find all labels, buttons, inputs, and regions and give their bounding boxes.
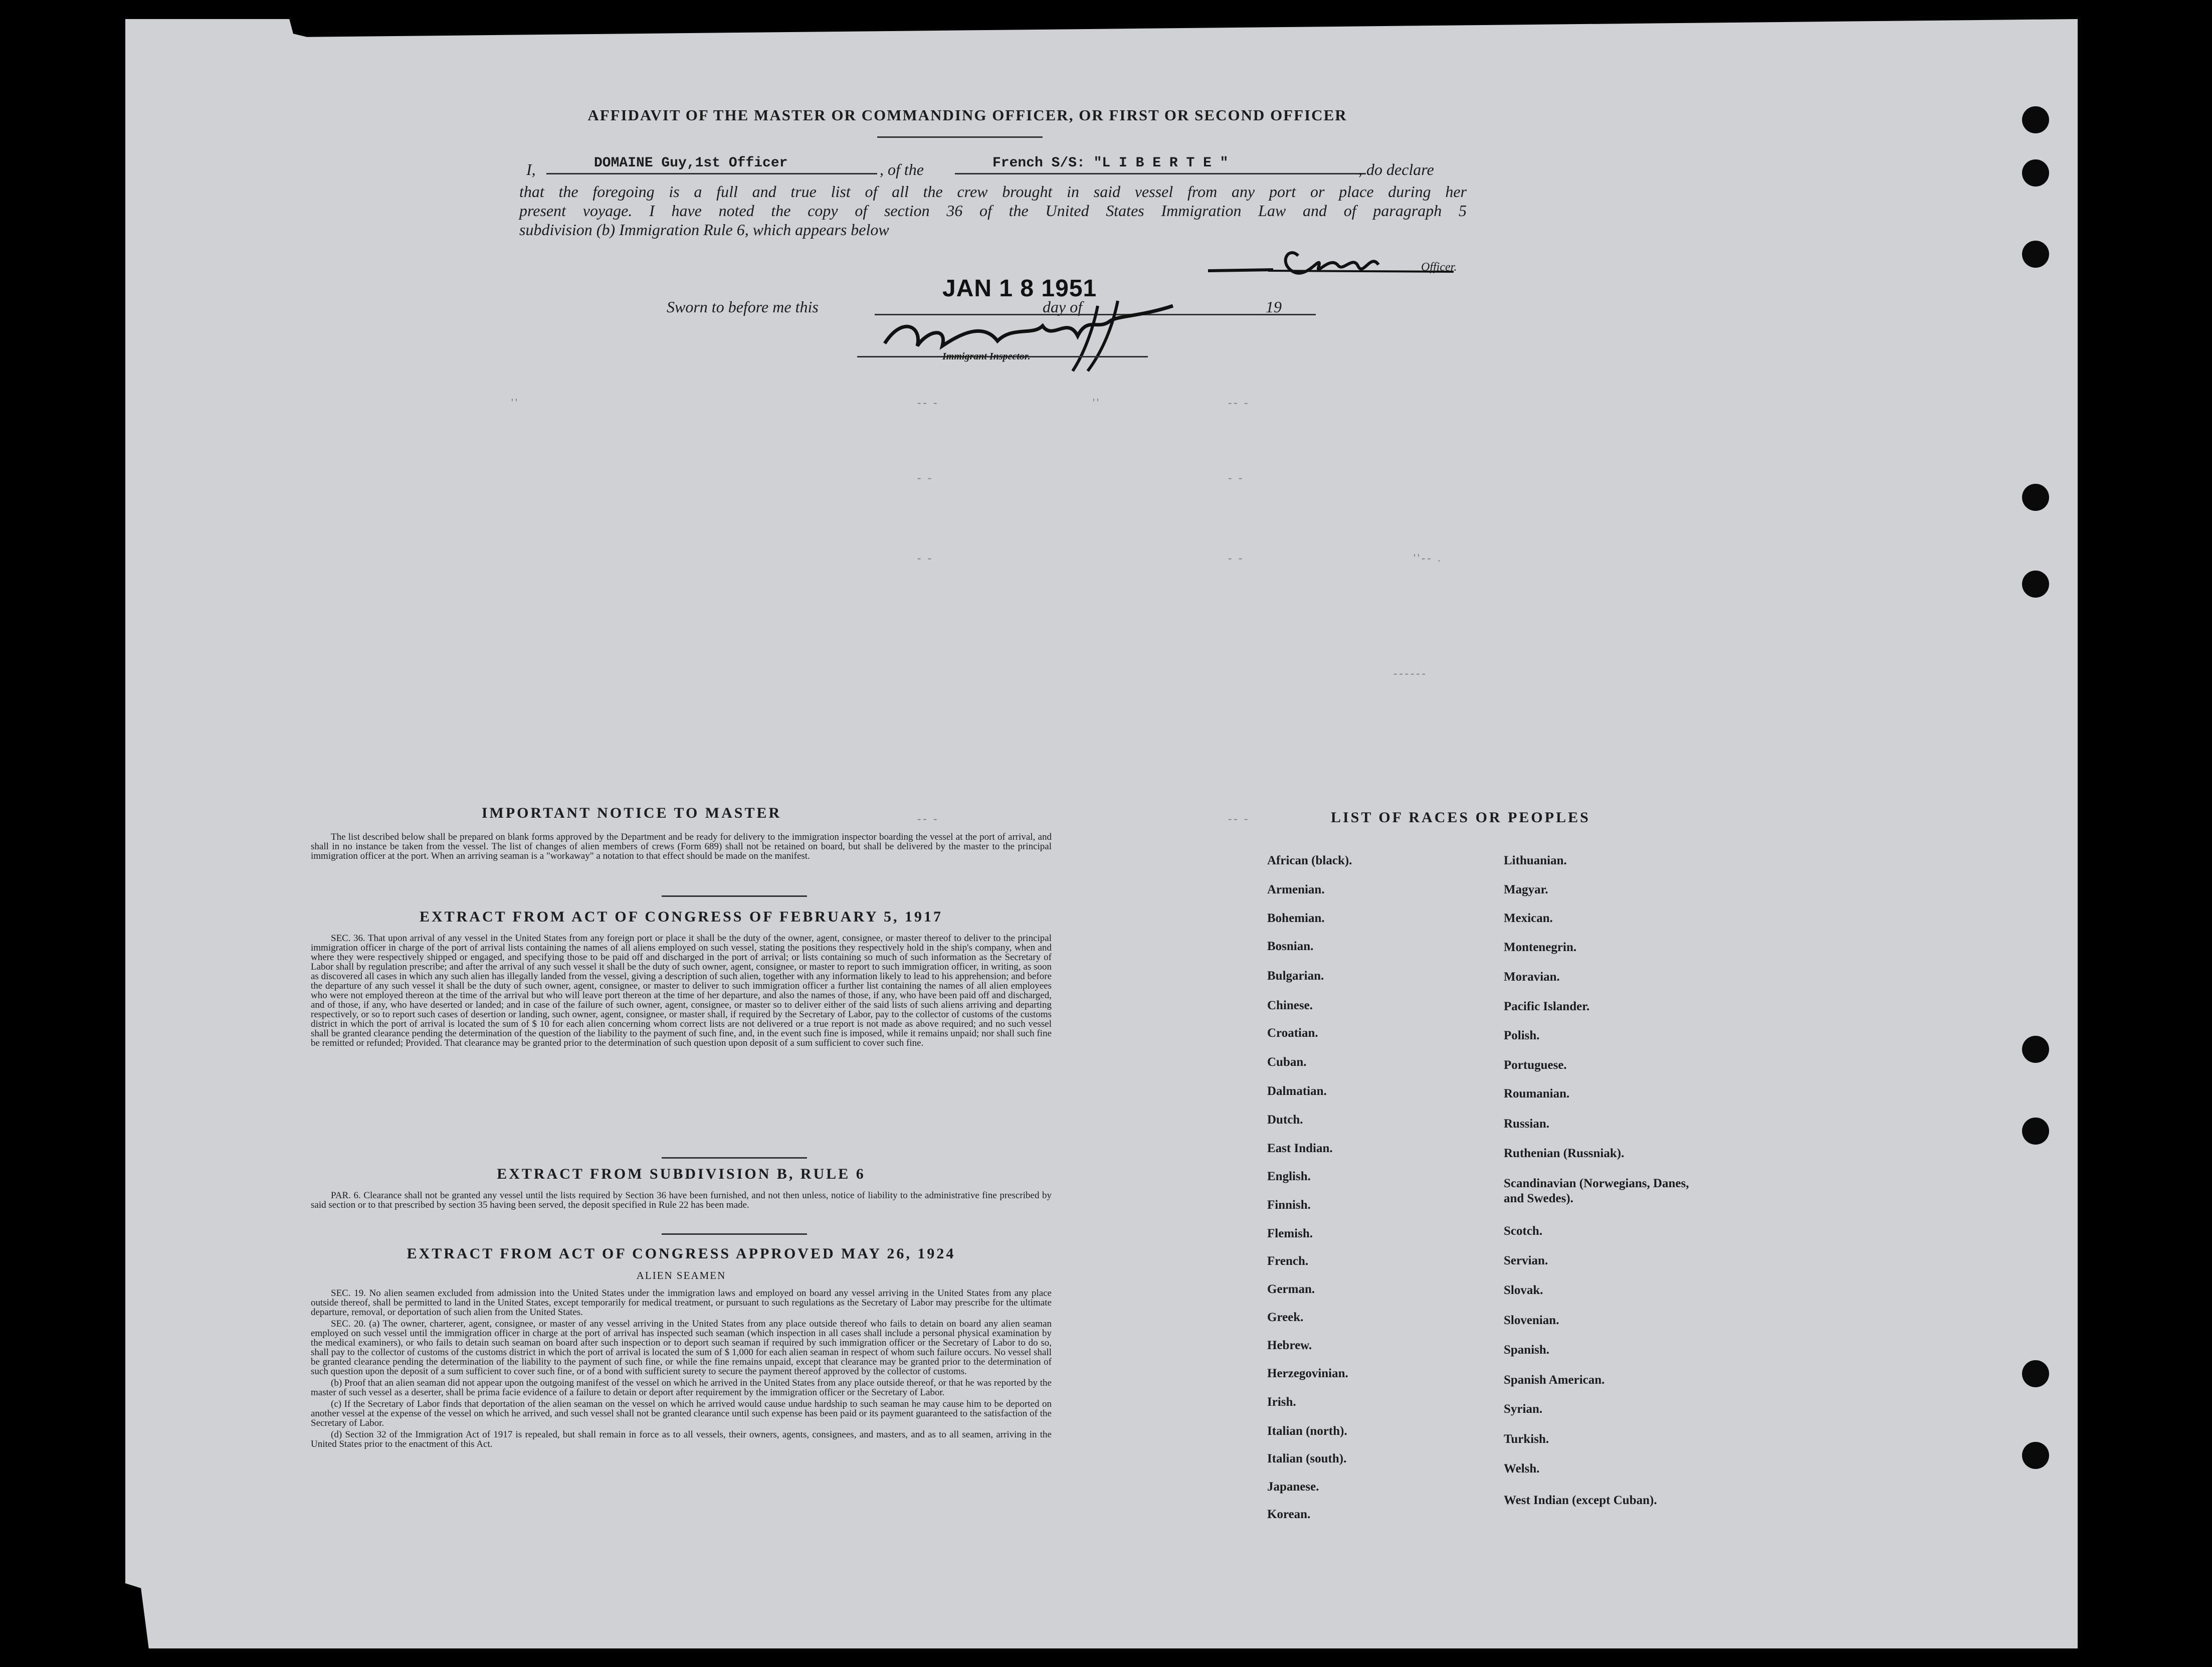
- rule6-paragraph: PAR. 6. Clearance shall not be granted any vessel until the lists required by Section 36 have been furnished, and not then unless, notice of liability to the administrative fine prescribed by said section or to that prescribed by section 35 having been served, the deposit specified in Rule 22 has been made.: [311, 1190, 1052, 1210]
- affidavit-title: AFFIDAVIT OF THE MASTER OR COMMANDING OFFICER, OR FIRST OR SECOND OFFICER: [587, 106, 1347, 124]
- race-item: Mexican.: [1504, 911, 1553, 925]
- race-item: Spanish.: [1504, 1343, 1550, 1357]
- race-item: Bosnian.: [1267, 940, 1314, 953]
- faint-mark: ''-- .: [1414, 551, 1443, 564]
- faint-mark: -- -: [917, 812, 939, 825]
- sec20c-paragraph: (c) If the Secretary of Labor finds that deportation of the alien seaman on the vessel on which he arrived would cause undue hardship to such seaman he may cause him to be deported on another vessel at the expense of the vessel on which he arrived, and such vessel shall not be granted clearance until such expense has been paid or its payment guaranteed to the satisfaction of the Secretary of Labor.: [311, 1399, 1052, 1428]
- race-item: German.: [1267, 1282, 1315, 1296]
- section-divider: [662, 1233, 807, 1235]
- affidavit-body-line2: present voyage. I have noted the copy of section 36 of the United States Immigration Law and of paragraph 5: [519, 202, 1467, 220]
- faint-mark: ------: [1393, 667, 1428, 679]
- notice-text: [311, 832, 1052, 863]
- affidavit-i-label: I,: [526, 160, 536, 178]
- race-item: Dutch.: [1267, 1113, 1303, 1127]
- faint-mark: '': [1093, 396, 1101, 409]
- punch-hole: [2022, 1360, 2049, 1387]
- race-item: Russian.: [1504, 1117, 1550, 1131]
- race-item: Italian (north).: [1267, 1424, 1347, 1438]
- extract-1917-heading: EXTRACT FROM ACT OF CONGRESS OF FEBRUARY 5, 1917: [419, 908, 943, 925]
- punch-hole: [2022, 159, 2049, 187]
- race-item: Magyar.: [1504, 883, 1548, 896]
- sec20a-paragraph: SEC. 20. (a) The owner, charterer, agent, consignee, or master of any vessel arriving in the United States from any place outside thereof who fails to detain on board any alien seaman employed on such vessel until the immigration officer in charge at the port of arrival has inspected such seaman (which inspection in all cases shall include a personal physical examination by the medical examiners), or who fails to detain such seaman on board after such inspection or to deport such seaman if required by such immigration officer or the Secretary of Labor to do so, shall pay to the collector of customs of the customs district in which the port of arrival is located the sum of $ 1,000 for each alien seaman in respect of whom such failure occurs. No vessel shall be granted clearance pending the determination of the liability to the payment of such fine, or while the fine remains unpaid, except that clearance may be granted prior to the determination of such question upon the deposit of a sum sufficient to cover such fine, or of a bond with sufficient surety to secure the payment thereof approved by the collector of customs.: [311, 1319, 1052, 1377]
- name-line: [546, 173, 877, 174]
- faint-mark: - -: [917, 551, 934, 564]
- vessel-name-field: French S/S: "L I B E R T E ": [992, 155, 1229, 171]
- race-item: Slovak.: [1504, 1283, 1543, 1297]
- punch-hole: [2022, 1442, 2049, 1469]
- punch-hole: [2022, 241, 2049, 268]
- race-item: Roumanian.: [1504, 1087, 1570, 1100]
- punch-hole: [2022, 1118, 2049, 1145]
- race-item: Croatian.: [1267, 1026, 1318, 1040]
- race-item: Hebrew.: [1267, 1339, 1312, 1352]
- race-item: Pacific Islander.: [1504, 1000, 1590, 1013]
- race-item: Japanese.: [1267, 1480, 1319, 1494]
- race-item: Moravian.: [1504, 970, 1560, 984]
- race-item: Korean.: [1267, 1508, 1311, 1521]
- title-divider: [877, 136, 1043, 138]
- section-divider: [662, 895, 807, 897]
- race-item: African (black).: [1267, 854, 1352, 867]
- officer-label: Officer.: [1421, 261, 1457, 274]
- races-heading: LIST OF RACES OR PEOPLES: [1331, 809, 1590, 826]
- race-item: Dalmatian.: [1267, 1084, 1327, 1098]
- race-item: Spanish American.: [1504, 1373, 1605, 1387]
- race-item: Greek.: [1267, 1311, 1304, 1324]
- race-item: Scandinavian (Norwegians, Danes, and Swedes).: [1504, 1177, 1689, 1205]
- affidavit-body-line3: subdivision (b) Immigration Rule 6, which appears below: [519, 221, 889, 239]
- race-item: Herzegovinian.: [1267, 1367, 1348, 1380]
- race-item: French.: [1267, 1254, 1309, 1268]
- race-item: Finnish.: [1267, 1198, 1311, 1212]
- race-item: Montenegrin.: [1504, 941, 1577, 954]
- faint-mark: '': [511, 396, 519, 409]
- inspector-signature: [882, 296, 1183, 376]
- rule6-heading: EXTRACT FROM SUBDIVISION B, RULE 6: [497, 1166, 866, 1182]
- officer-name-field: DOMAINE Guy,1st Officer: [594, 155, 788, 171]
- notice-heading: IMPORTANT NOTICE TO MASTER: [481, 805, 782, 821]
- faint-mark: -- -: [1228, 812, 1250, 825]
- date-stamp: JAN 1 8 1951: [942, 275, 1097, 302]
- race-item: Polish.: [1504, 1029, 1540, 1042]
- race-item: Armenian.: [1267, 883, 1325, 896]
- race-item: Bohemian.: [1267, 911, 1325, 925]
- race-item: Cuban.: [1267, 1055, 1307, 1069]
- race-item: Slovenian.: [1504, 1314, 1559, 1327]
- affidavit-do-declare: , do declare: [1358, 160, 1434, 178]
- extract-1917-text: [311, 934, 1052, 1050]
- race-item: Chinese.: [1267, 999, 1313, 1012]
- race-item: Flemish.: [1267, 1227, 1313, 1240]
- extract-1924-text: [311, 1288, 1052, 1451]
- affidavit-of-the: , of the: [880, 160, 924, 178]
- faint-mark: - -: [1228, 471, 1245, 484]
- rule6-text: [311, 1191, 1052, 1212]
- race-item: Irish.: [1267, 1395, 1296, 1409]
- race-item: Turkish.: [1504, 1432, 1549, 1446]
- race-item: Italian (south).: [1267, 1452, 1347, 1465]
- sworn-label: Sworn to before me this: [667, 298, 819, 316]
- day-of-label: day of: [1043, 298, 1083, 316]
- race-item: West Indian (except Cuban).: [1504, 1494, 1657, 1507]
- punch-hole: [2022, 484, 2049, 511]
- race-item: Welsh.: [1504, 1462, 1540, 1475]
- race-item: Ruthenian (Russniak).: [1504, 1147, 1625, 1160]
- sec20b-paragraph: (b) Proof that an alien seaman did not appear upon the outgoing manifest of the vessel on which he arrived in the United States from any place outside thereof, or that he was reported by the master of such vessel as a deserter, shall be prima facie evidence of a failure to detain or deport after requirement by the immigration officer or the Secretary of Labor.: [311, 1378, 1052, 1398]
- faint-mark: -- -: [1228, 396, 1250, 409]
- race-item: Syrian.: [1504, 1402, 1543, 1416]
- sec19-paragraph: SEC. 19. No alien seamen excluded from admission into the United States under the immigration laws and employed on board any vessel arriving in the United States from any place outside thereof, shall be permitted to land in the United States, except temporarily for medical treatment, or pursuant to such regulations as the Secretary of Labor may prescribe for the ultimate departure, removal, or deportation of such alien from the United States.: [311, 1288, 1052, 1318]
- race-item: Portuguese.: [1504, 1058, 1567, 1072]
- inspector-label: Immigrant Inspector.: [942, 351, 1031, 362]
- race-item: Bulgarian.: [1267, 969, 1324, 983]
- sec20d-paragraph: (d) Section 32 of the Immigration Act of 1917 is repealed, but shall remain in force as to all vessels, their owners, agents, consignees, and masters, and as to all seamen, arriving in the United States prior to the enactment of this Act.: [311, 1429, 1052, 1449]
- faint-mark: -- -: [917, 396, 939, 409]
- vessel-line: [955, 173, 1366, 174]
- notice-paragraph: The list described below shall be prepared on blank forms approved by the Department and be ready for delivery to the immigration inspector boarding the vessel at the port of arrival, and shall in no instance be taken from the vessel. The list of changes of alien members of crews (Form 689) shall not be retained on board, but shall be delivered by the master to the principal immigration officer at the port. When an arriving seaman is a "workaway" a notation to that effect should be made on the manifest.: [311, 832, 1052, 861]
- faint-mark: - -: [917, 471, 934, 484]
- extract-1924-heading: EXTRACT FROM ACT OF CONGRESS APPROVED MAY 26, 1924: [407, 1245, 956, 1262]
- punch-hole: [2022, 1036, 2049, 1063]
- alien-seamen-subheading: ALIEN SEAMEN: [636, 1269, 726, 1281]
- section-divider: [662, 1157, 807, 1159]
- affidavit-body-line1: that the foregoing is a full and true list of all the crew brought in said vessel from any port or place during her: [519, 182, 1467, 201]
- race-item: Lithuanian.: [1504, 854, 1567, 867]
- year-prefix: 19: [1266, 298, 1282, 316]
- punch-hole: [2022, 571, 2049, 598]
- faint-mark: - -: [1228, 551, 1245, 564]
- race-item: Servian.: [1504, 1254, 1548, 1267]
- race-item: East Indian.: [1267, 1142, 1333, 1155]
- race-item: Scotch.: [1504, 1224, 1543, 1238]
- race-item: English.: [1267, 1170, 1311, 1183]
- punch-hole: [2022, 106, 2049, 133]
- section-36-paragraph: SEC. 36. That upon arrival of any vessel in the United States from any foreign port or place it shall be the duty of the owner, agent, consignee, or master thereof to deliver to the principal immigration officer in charge of the port of arrival lists containing the names of all aliens employed on such vessel, stating the positions they respectively hold in the ship's company, when and where they were respectively shipped or engaged, and specifying those to be paid off and discharged in the port of arrival; or lists containing so much of such information as the Secretary of Labor shall by regulation prescribe; and after the arrival of any such vessel it shall be the duty of such owner, agent, consignee, or master to report to such immigration officer, in writing, as soon as discovered all cases in which any such alien has illegally landed from the vessel, giving a description of such alien, together with any information likely to lead to his apprehension; and before the departure of any such vessel it shall be the duty of such owner, agent, consignee, or master to deliver to such immigration officer a further list containing the names of all alien employees who were not employed thereon at the time of the arrival but who will leave port thereon at the time of her departure, and also the names of those, if any, who have been paid off and discharged, and of those, if any, who have deserted or landed; and in case of the failure of such owner, agent, consignee, or master so to deliver either of the said lists of such aliens arriving and departing respectively, or so to report such cases of desertion or landing, such owner, agent, consignee, or master shall, if required by the Secretary of Labor, pay to the collector of customs of the customs district in which the port of arrival is located the sum of $ 10 for each alien concerning whom correct lists are not delivered or a true report is not made as above required; and no such vessel shall be granted clearance pending the determination of the question of the liability to the payment of such fine, and, in the event such fine is imposed, while it remains unpaid; nor shall such fine be remitted or refunded; Provided. That clearance may be granted prior to the determination of such question upon deposit of a sum sufficient to cover such fine.: [311, 933, 1052, 1048]
